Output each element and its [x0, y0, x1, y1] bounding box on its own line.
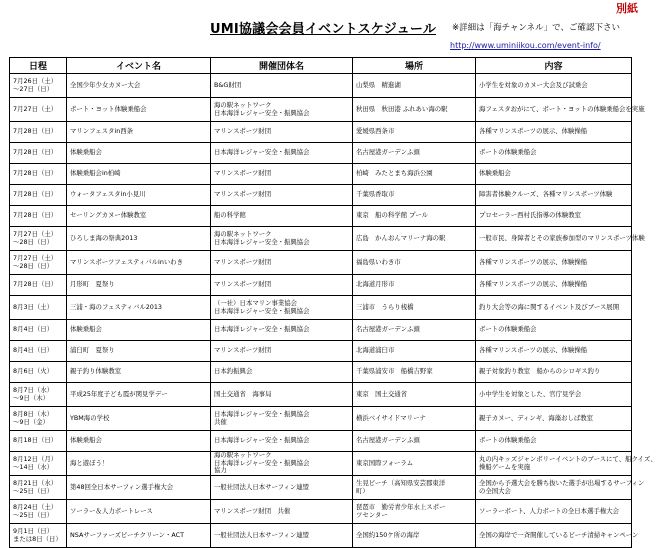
cell-place: [353, 362, 476, 383]
cell-place: [353, 500, 476, 524]
cell-date: [10, 251, 67, 275]
cell-place: [353, 431, 476, 452]
cell-date-line: 8月18日（日）: [13, 436, 58, 445]
cell-place: [353, 341, 476, 362]
cell-place: [353, 185, 476, 206]
cell-content-line: の全国大会: [479, 486, 511, 495]
table-row: [10, 98, 632, 122]
cell-content-line: 各種マリンスポーツの展示、体験操船: [479, 257, 588, 266]
header-place: 場所: [353, 58, 476, 74]
cell-event: 平成25年度子ども霞が関見学デー: [67, 383, 211, 407]
cell-date-line: ～9日（金）: [13, 417, 50, 426]
cell-content-line: ボートの体験乗船会: [479, 325, 537, 334]
cell-event: ウォータフェスタin小見川: [67, 185, 211, 206]
details-note: ※詳細は「海チャンネル」で、ご確認下さい: [452, 23, 620, 33]
cell-date: [10, 383, 67, 407]
cell-place: [353, 143, 476, 164]
cell-organizer-line: マリンスポーツ財団: [214, 257, 272, 266]
table-row: [10, 251, 632, 275]
cell-date-line: 7月28日（日）: [13, 148, 58, 157]
cell-date-line: 7月28日（日）: [13, 190, 58, 199]
cell-event: 全国少年少女カヌー大会: [67, 74, 211, 98]
cell-event: セーリングカヌー体験教室: [67, 206, 211, 227]
cell-content: [476, 431, 632, 452]
cell-content: [476, 296, 632, 320]
cell-content: [476, 164, 632, 185]
cell-content-line: 体験乗船会: [479, 169, 511, 178]
cell-organizer-line: 日本海洋レジャー安全・振興協会: [214, 436, 310, 445]
table-row: [10, 227, 632, 251]
cell-date-line: ～14日（水）: [13, 462, 54, 471]
cell-place-line: 千葉県香取市: [356, 190, 395, 199]
table-row: [10, 164, 632, 185]
table-row: [10, 524, 632, 548]
event-schedule-table: [9, 57, 657, 548]
table-header-row: [10, 58, 632, 74]
cell-content: [476, 143, 632, 164]
cell-date-line: ～28日（日）: [13, 237, 54, 246]
cell-content-line: 親子カヌー、ディンギ、海藻おしば教室: [479, 413, 594, 422]
cell-date: [10, 275, 67, 296]
cell-place: [353, 227, 476, 251]
cell-place: [353, 296, 476, 320]
cell-date-line: 8月4日（日）: [13, 325, 54, 334]
cell-place: [353, 206, 476, 227]
cell-date: [10, 74, 67, 98]
cell-content-line: 各種マリンスポーツの展示、体験操船: [479, 346, 588, 355]
cell-organizer: [211, 185, 353, 206]
cell-place-line: 秋田県 秋田港 ふれあい海の駅: [356, 104, 448, 113]
cell-place-line: 名古屋港ガーデンふ頭: [356, 325, 420, 334]
cell-date: [10, 185, 67, 206]
cell-organizer: [211, 251, 353, 275]
cell-organizer-line: （一社）日本マリン事業協会: [214, 299, 298, 308]
cell-organizer-line: 一般社団法人日本サーフィン連盟: [214, 482, 310, 491]
cell-content-line: ボートの体験乗船会: [479, 436, 537, 445]
cell-event: 体験乗船会: [67, 320, 211, 341]
cell-organizer: [211, 383, 353, 407]
cell-organizer: [211, 341, 353, 362]
cell-place-line: 町）: [356, 486, 369, 495]
cell-organizer-line: 日本釣振興会: [214, 367, 253, 376]
cell-place: [353, 407, 476, 431]
cell-place: [353, 476, 476, 500]
table-row: [10, 476, 632, 500]
cell-event: ソーラー＆人力ボートレース: [67, 500, 211, 524]
cell-content: [476, 407, 632, 431]
cell-place: [353, 320, 476, 341]
cell-place: [353, 524, 476, 548]
cell-date-line: 8月3日（土）: [13, 302, 54, 311]
cell-organizer: [211, 227, 353, 251]
cell-event: 三浦・海のフェスティバル2013: [67, 296, 211, 320]
cell-content: [476, 383, 632, 407]
cell-date-line: 7月27日（土）: [13, 254, 58, 263]
cell-content: [476, 98, 645, 122]
cell-place-line: 名古屋港ガーデンふ頭: [356, 436, 420, 445]
table-row: [10, 341, 632, 362]
cell-date: [10, 362, 67, 383]
cell-content: [476, 500, 632, 524]
cell-place-line: 柏崎 みたとまち海浜公園: [356, 169, 433, 178]
cell-content-line: 各種マリンスポーツの展示、体験操船: [479, 280, 588, 289]
cell-date-line: 8月21日（水）: [13, 479, 58, 488]
cell-date: [10, 122, 67, 143]
cell-organizer-line: マリンスポーツ財団: [214, 280, 272, 289]
table-row: [10, 500, 632, 524]
cell-organizer-line: 日本海洋レジャー安全・振興協会: [214, 306, 310, 315]
table-row: [10, 362, 632, 383]
cell-content: [476, 524, 639, 548]
cell-organizer-line: マリンスポーツ財団: [214, 169, 272, 178]
cell-content-line: ソーラーボート、人力ボートの全日本選手権大会: [479, 506, 620, 515]
cell-event: ひろしま海の祭典2013: [67, 227, 211, 251]
cell-date-line: 8月4日（日）: [13, 346, 54, 355]
cell-place-line: 北海道浦臼市: [356, 346, 395, 355]
cell-organizer-line: マリンスポーツ財団: [214, 190, 272, 199]
cell-place: [353, 98, 476, 122]
cell-date-line: ～9日（木）: [13, 393, 50, 402]
cell-date-line: ～25日（日）: [13, 486, 54, 495]
cell-organizer-line: B&G財団: [214, 80, 242, 89]
cell-event: 第48回全日本サーフィン選手権大会: [67, 476, 211, 500]
cell-organizer-line: 日本海洋レジャー安全・振興協会: [214, 410, 310, 419]
cell-place-line: 東京 国土交通省: [356, 389, 408, 398]
cell-content: [476, 122, 632, 143]
cell-place-line: 全国約150ケ所の海岸: [356, 530, 420, 539]
cell-content: [476, 320, 632, 341]
cell-organizer-line: 日本海洋レジャー安全・振興協会: [214, 325, 310, 334]
cell-organizer-line: 日本海洋レジャー安全・振興協会: [214, 237, 310, 246]
cell-place: [353, 122, 476, 143]
cell-date-line: ～28日（日）: [13, 261, 54, 270]
cell-content: [476, 185, 632, 206]
cell-place: [353, 383, 476, 407]
cell-organizer-line: 一般社団法人日本サーフィン連盟: [214, 530, 310, 539]
cell-place-line: 三浦市 うらり桟橋: [356, 302, 414, 311]
header-event: イベント名: [67, 58, 211, 74]
cell-event: 体験乗船会: [67, 431, 211, 452]
cell-content-line: 小中学生を対象とした、官庁見学会: [479, 389, 582, 398]
table-body: [10, 74, 657, 548]
cell-place-line: 琵琶市 勤労青少年水上スポー: [356, 503, 446, 512]
cell-date: [10, 143, 67, 164]
cell-organizer-line: マリンスポーツ財団: [214, 127, 272, 136]
table-row: [10, 122, 632, 143]
cell-date: [10, 500, 67, 524]
cell-date-line: 7月27日（土）: [13, 230, 58, 239]
cell-date: [10, 98, 67, 122]
cell-content-line: ボートの体験乗船会: [479, 148, 537, 157]
cell-date-line: 7月28日（日）: [13, 211, 58, 220]
cell-date-line: 8月7日（水）: [13, 386, 54, 395]
cell-date: [10, 227, 67, 251]
cell-organizer: [211, 476, 353, 500]
table-row: [10, 185, 632, 206]
cell-event: 海と遊ぼう！: [67, 452, 211, 476]
cell-content-line: 操船ゲームを実施: [479, 462, 531, 471]
cell-date-line: 8月8日（木）: [13, 410, 54, 419]
cell-organizer-line: 日本海洋レジャー安全・振興協会: [214, 148, 310, 157]
cell-date-line: 7月28日（日）: [13, 280, 58, 289]
cell-organizer: [211, 98, 353, 122]
table-row: [10, 431, 632, 452]
cell-event: マリンスポーツフェスティバルinいわき: [67, 251, 211, 275]
cell-date: [10, 341, 67, 362]
cell-event: 体験乗船会: [67, 143, 211, 164]
cell-content-line: 各種マリンスポーツの展示、体験操船: [479, 127, 588, 136]
cell-content-line: 障害者体験クルーズ、各種マリンスポーツ体験: [479, 190, 613, 199]
cell-content-line: 海フェスタおがにて、ボート・ヨットの体験乗船会を実施: [479, 104, 645, 113]
cell-event: マリンフェスタin西条: [67, 122, 211, 143]
cell-date: [10, 524, 67, 548]
cell-organizer-line: 協力: [214, 466, 227, 475]
cell-organizer-line: 海の駅ネットワーク: [214, 101, 272, 110]
cell-date: [10, 476, 67, 500]
cell-content: [476, 206, 632, 227]
cell-date-line: 8月6日（火）: [13, 367, 54, 376]
cell-organizer: [211, 275, 353, 296]
cell-place-line: 愛媛県西条市: [356, 127, 395, 136]
cell-place-line: 生見ビーチ（高知県安芸郡東洋: [356, 479, 446, 488]
table-row: [10, 74, 632, 98]
cell-place-line: 東京国際フォーラム: [356, 458, 414, 467]
cell-organizer-line: 共催: [214, 417, 227, 426]
event-info-link[interactable]: http://www.uminiikou.com/event-info/: [450, 41, 601, 50]
corner-mark: 別紙: [616, 2, 638, 15]
table-row: [10, 143, 632, 164]
cell-date-line: 7月26日（土）: [13, 77, 58, 86]
cell-content-line: 小学生を対象のカヌー大会及び試乗会: [479, 80, 588, 89]
cell-place-line: 福島県いわき市: [356, 257, 401, 266]
cell-content-line: 全国から予選大会を勝ち抜いた選手が出場するサーフィン: [479, 479, 645, 488]
table-row: [10, 407, 632, 431]
cell-place-line: 山梨県 精進湖: [356, 80, 401, 89]
cell-content: [476, 275, 632, 296]
cell-date: [10, 320, 67, 341]
cell-content: [476, 362, 632, 383]
cell-place-line: ツセンター: [356, 510, 388, 519]
cell-content-line: 一般市民、身障者とその家族参加型のマリンスポーツ体験: [479, 233, 645, 242]
cell-organizer-line: 日本海洋レジャー安全・振興協会: [214, 458, 310, 467]
table-row: [10, 320, 632, 341]
cell-organizer-line: マリンスポーツ財団 共催: [214, 506, 291, 515]
cell-organizer: [211, 452, 353, 476]
cell-place-line: 千葉県浦安市 船橋吉野家: [356, 367, 433, 376]
cell-content: [476, 476, 645, 500]
cell-date: [10, 452, 67, 476]
cell-content: [476, 452, 657, 476]
cell-content-line: 全国の海岸で一斉開催しているビーチ清掃キャンペーン: [479, 530, 639, 539]
cell-organizer-line: 国土交通省 海事局: [214, 389, 272, 398]
cell-event: 体験乗船会in柏崎: [67, 164, 211, 185]
cell-content-line: 丸の内キッズジャンボリーイベントのブースにて、船クイズ、: [479, 455, 657, 464]
cell-date-line: 9月1日（日）: [13, 527, 54, 536]
cell-organizer: [211, 431, 353, 452]
cell-date-line: 8月24日（土）: [13, 503, 58, 512]
table-row: [10, 383, 632, 407]
cell-place: [353, 452, 476, 476]
table-row: [10, 206, 632, 227]
header-date: 日程: [10, 58, 67, 74]
cell-event: NSAサーファーズビーチクリーン・ACT: [67, 524, 211, 548]
cell-organizer: [211, 143, 353, 164]
cell-organizer: [211, 500, 353, 524]
cell-date-line: 7月28日（日）: [13, 169, 58, 178]
cell-place-line: 広島 かんおんマリーナ海の駅: [356, 233, 446, 242]
cell-organizer-line: 日本海洋レジャー安全・振興協会: [214, 108, 310, 117]
cell-organizer: [211, 320, 353, 341]
cell-place: [353, 74, 476, 98]
cell-date: [10, 431, 67, 452]
cell-date-line: または8日（日）: [13, 534, 62, 543]
header-organizer: 開催団体名: [211, 58, 353, 74]
cell-organizer: [211, 122, 353, 143]
cell-date-line: 8月12日（月）: [13, 455, 58, 464]
cell-organizer: [211, 296, 353, 320]
cell-organizer-line: 船の科学館: [214, 211, 246, 220]
cell-content: [476, 251, 632, 275]
cell-date: [10, 164, 67, 185]
cell-event: 親子釣り体験教室: [67, 362, 211, 383]
cell-event: ボート・ヨット体験乗船会: [67, 98, 211, 122]
cell-place: [353, 275, 476, 296]
table-row: [10, 296, 632, 320]
cell-date-line: 7月28日（日）: [13, 127, 58, 136]
cell-place: [353, 164, 476, 185]
cell-organizer-line: 海の駅ネットワーク: [214, 451, 272, 460]
cell-content-line: プロセーラー西村氏指導の体験教室: [479, 211, 581, 220]
cell-date: [10, 407, 67, 431]
header-content: 内容: [476, 58, 632, 74]
cell-organizer: [211, 407, 353, 431]
table-row: [10, 275, 632, 296]
cell-organizer-line: 海の駅ネットワーク: [214, 230, 272, 239]
cell-place-line: 北海道月形市: [356, 280, 395, 289]
cell-organizer: [211, 164, 353, 185]
cell-content: [476, 227, 645, 251]
cell-organizer: [211, 362, 353, 383]
cell-place-line: 横浜ベイサイドマリーナ: [356, 413, 426, 422]
cell-content: [476, 74, 632, 98]
table-row: [10, 452, 632, 476]
cell-place: [353, 251, 476, 275]
cell-organizer: [211, 74, 353, 98]
cell-organizer: [211, 206, 353, 227]
cell-event: 月形町 夏祭り: [67, 275, 211, 296]
cell-event: YBM海の学校: [67, 407, 211, 431]
cell-date: [10, 296, 67, 320]
cell-date-line: 7月27日（土）: [13, 104, 58, 113]
cell-event: 浦臼町 夏祭り: [67, 341, 211, 362]
cell-place-line: 東京 船の科学館 プール: [356, 211, 429, 220]
cell-date: [10, 206, 67, 227]
page-title: UMI協議会会員イベントスケジュール: [210, 22, 437, 37]
cell-content-line: 親子対象釣り教室 船からのシロギス釣り: [479, 367, 601, 376]
cell-place-line: 名古屋港ガーデンふ頭: [356, 148, 420, 157]
cell-organizer-line: マリンスポーツ財団: [214, 346, 272, 355]
cell-organizer: [211, 524, 353, 548]
cell-date-line: ～27日（日）: [13, 84, 54, 93]
cell-date-line: ～25日（日）: [13, 510, 54, 519]
cell-content-line: 釣り大会等の海に関するイベント及びブース展開: [479, 302, 620, 311]
cell-content: [476, 341, 632, 362]
